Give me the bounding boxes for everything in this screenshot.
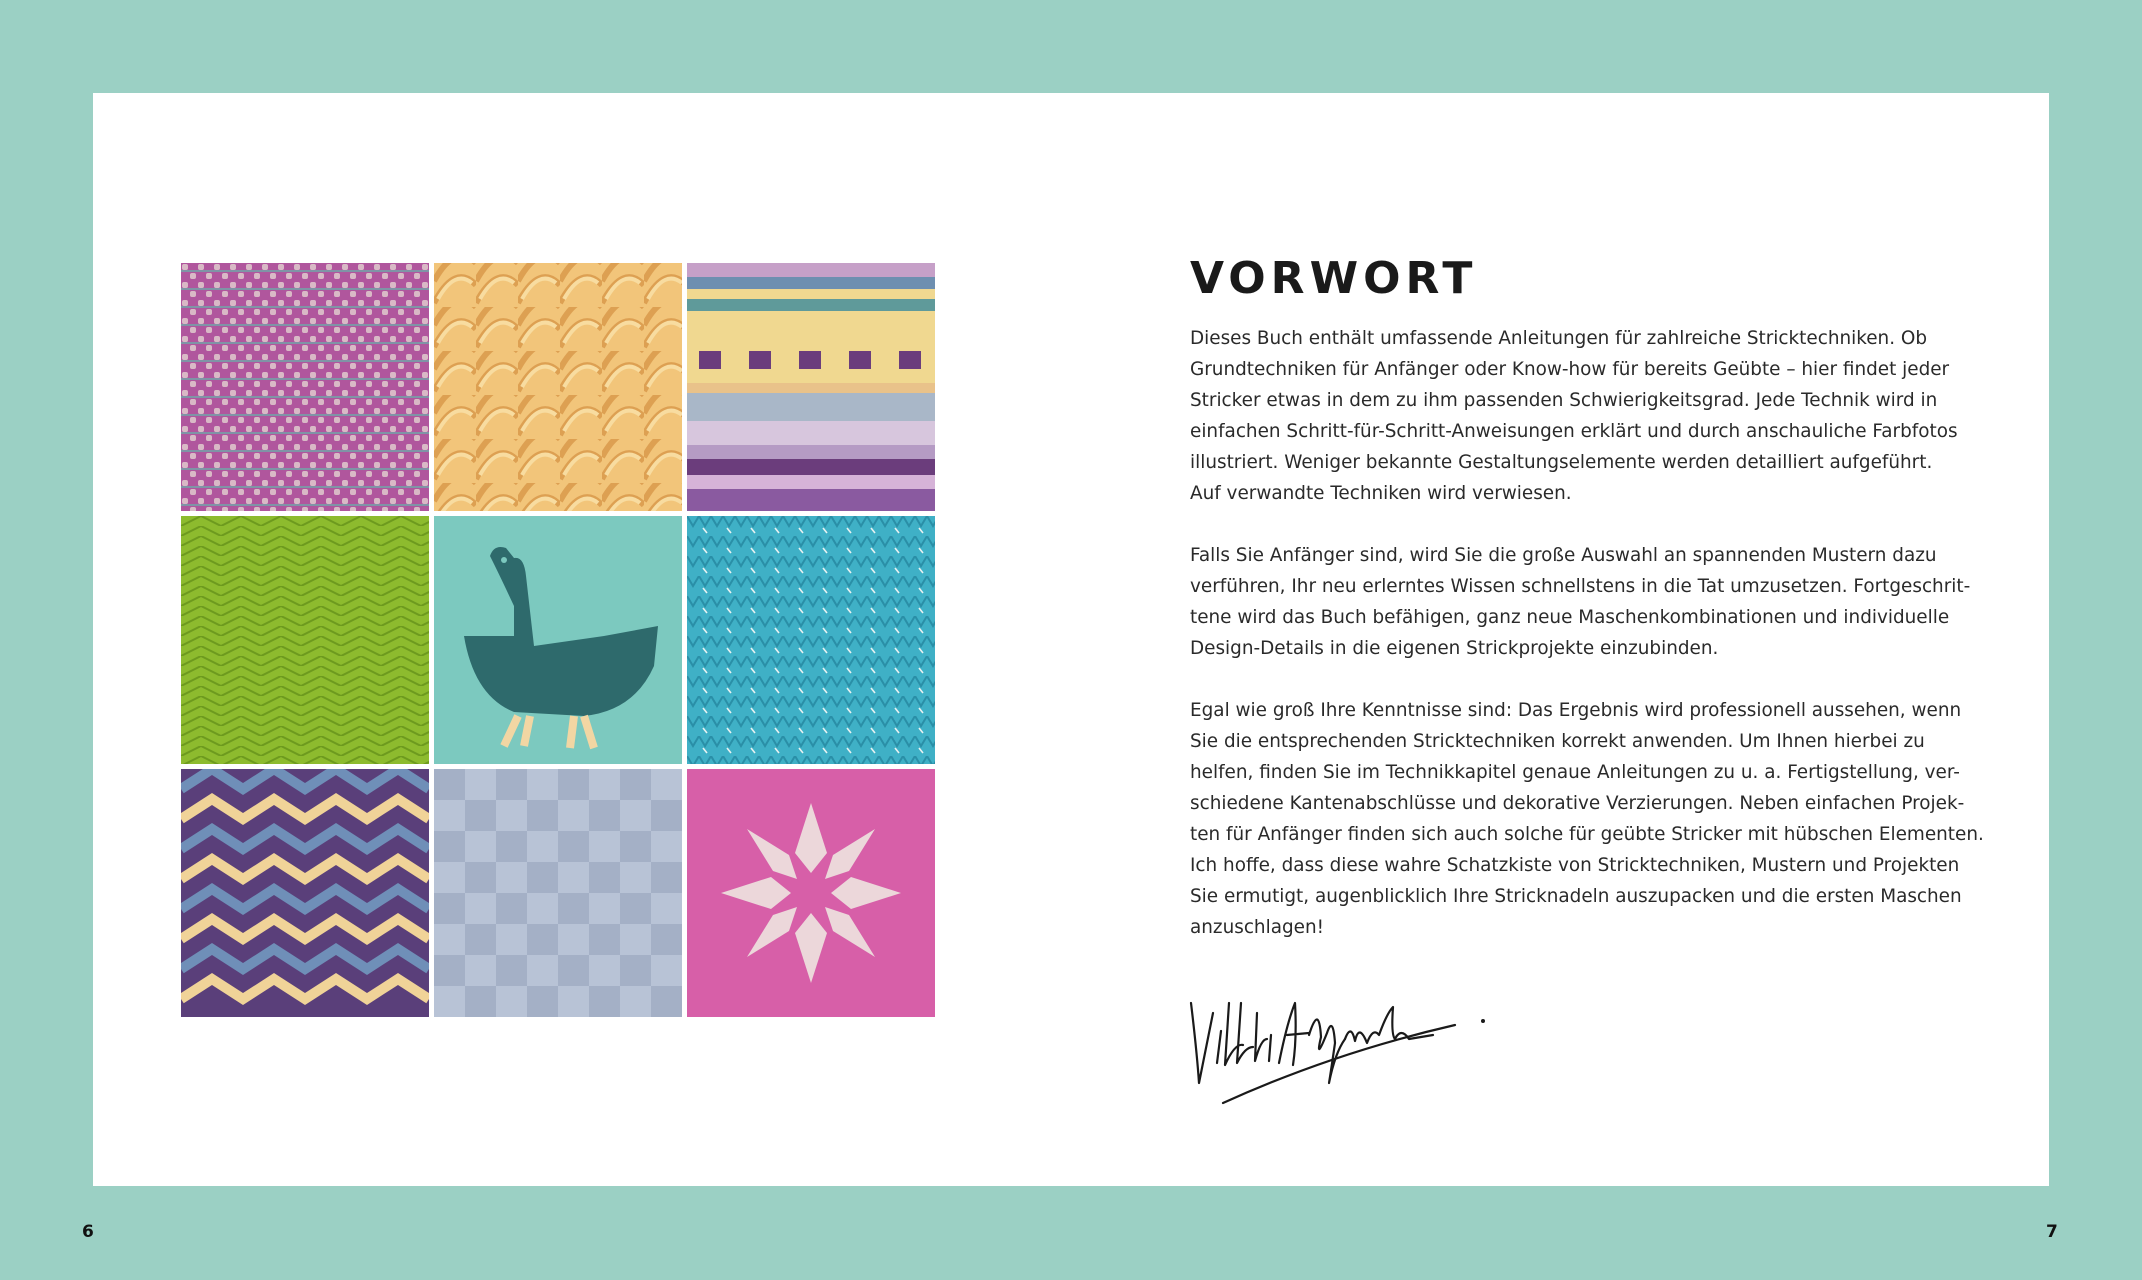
swatch-chevron-image — [181, 769, 429, 1017]
text-line: Dieses Buch enthält umfassende Anleitungen für zahlreiche Stricktechniken. Ob — [1190, 328, 1928, 349]
page-title: VORWORT — [1190, 253, 1478, 304]
paragraph-1 — [1190, 323, 1958, 509]
swatch-herringbone — [181, 516, 429, 764]
text-line: tene wird das Buch befähigen, ganz neue Maschenkombinationen und individuelle — [1190, 607, 1950, 628]
text-line: Stricker etwas in dem zu ihm passenden Schwierigkeitsgrad. Jede Technik wird in — [1190, 390, 1938, 411]
text-line: illustriert. Weniger bekannte Gestaltungselemente werden detailliert aufgeführt. — [1190, 452, 1933, 473]
text-line: Sie die entsprechenden Stricktechniken korrekt anwenden. Um Ihnen hierbei zu — [1190, 731, 1925, 752]
swatch-herringbone-image — [181, 516, 429, 764]
foreword-text — [1190, 323, 1984, 974]
page-number-right: 7 — [2046, 1222, 2058, 1242]
text-line: Auf verwandte Techniken wird verwiesen. — [1190, 483, 1572, 504]
swatch-fair-isle-image — [687, 263, 935, 511]
swatch-beaded-image — [687, 516, 935, 764]
paragraph-2 — [1190, 540, 1971, 664]
swatch-intarsia-duck-image — [434, 516, 682, 764]
swatch-basketweave — [434, 769, 682, 1017]
text-line: verführen, Ihr neu erlerntes Wissen schnellstens in die Tat umzusetzen. Fortgeschrit- — [1190, 576, 1971, 597]
signature-image — [1183, 943, 1513, 1213]
text-line: Falls Sie Anfänger sind, wird Sie die große Auswahl an spannenden Mustern dazu — [1190, 545, 1937, 566]
text-line: anzuschlagen! — [1190, 917, 1324, 938]
text-line: helfen, finden Sie im Technikkapitel genaue Anleitungen zu u. a. Fertigstellung, ver- — [1190, 762, 1960, 783]
swatch-beaded — [687, 516, 935, 764]
text-line: ten für Anfänger finden sich auch solche für geübte Stricker mit hübschen Elementen. — [1190, 824, 1984, 845]
text-line: Ich hoffe, dass diese wahre Schatzkiste von Stricktechniken, Mustern und Projekten — [1190, 855, 1960, 876]
text-line: einfachen Schritt-für-Schritt-Anweisungen erklärt und durch anschauliche Farbfotos — [1190, 421, 1958, 442]
text-line: Design-Details in die eigenen Strickprojekte einzubinden. — [1190, 638, 1719, 659]
swatch-chevron — [181, 769, 429, 1017]
book-spread-page — [93, 93, 2049, 1186]
swatch-slip-stitch — [181, 263, 429, 511]
swatch-snowflake-image — [687, 769, 935, 1017]
swatch-basketweave-image — [434, 769, 682, 1017]
swatch-cable — [434, 263, 682, 511]
page-number-left: 6 — [82, 1222, 94, 1242]
swatch-cable-image — [434, 263, 682, 511]
swatch-snowflake — [687, 769, 935, 1017]
text-line: Grundtechniken für Anfänger oder Know-how für bereits Geübte – hier findet jeder — [1190, 359, 1950, 380]
swatch-grid — [181, 263, 935, 1017]
text-line: Egal wie groß Ihre Kenntnisse sind: Das Ergebnis wird professionell aussehen, wenn — [1190, 700, 1962, 721]
text-line: schiedene Kantenabschlüsse und dekorative Verzierungen. Neben einfachen Projek- — [1190, 793, 1965, 814]
swatch-intarsia-duck — [434, 516, 682, 764]
text-line: Sie ermutigt, augenblicklich Ihre Stricknadeln auszupacken und die ersten Maschen — [1190, 886, 1962, 907]
paragraph-3 — [1190, 695, 1984, 943]
swatch-slip-stitch-image — [181, 263, 429, 511]
swatch-fair-isle — [687, 263, 935, 511]
